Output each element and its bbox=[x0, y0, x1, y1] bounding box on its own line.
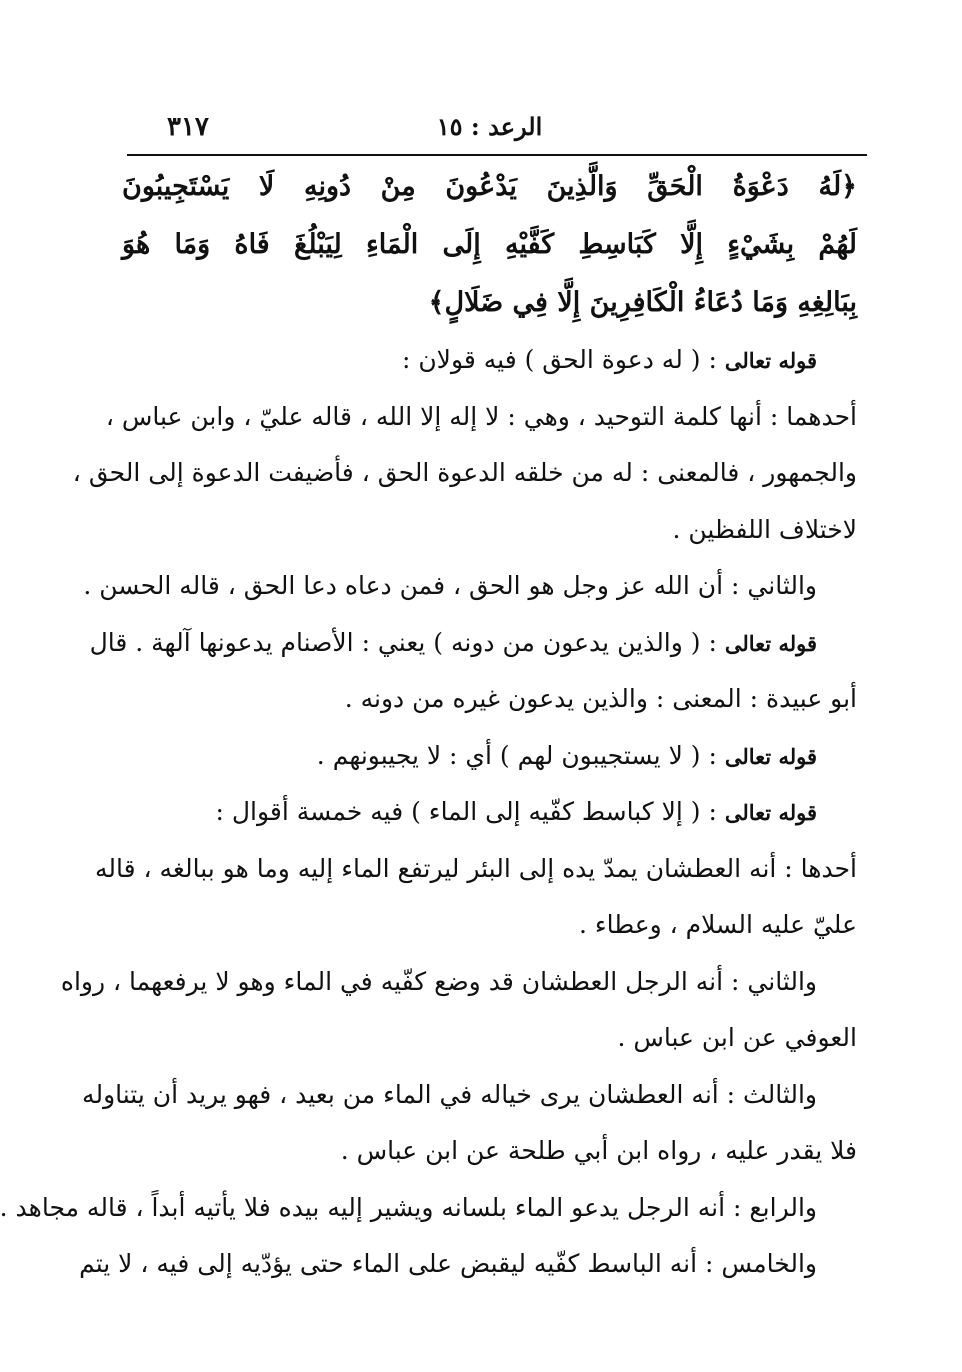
line-text: والرابع : أنه الرجل يدعو الماء بلسانه ويشير إليه بيده فلا يأتيه أبداً ، قاله مجاهد . bbox=[0, 1192, 817, 1222]
page-body bbox=[0, 158, 857, 1293]
header-rule bbox=[127, 154, 867, 156]
text-line bbox=[105, 389, 857, 446]
lead-phrase: قوله تعالى bbox=[724, 743, 817, 769]
verse-line: لَهُمْ بِشَيْءٍ إِلَّا كَبَاسِطِ كَفَّيْهِ إِلَى الْمَاءِ لِيَبْلُغَ فَاهُ وَمَا هُوَ bbox=[122, 229, 857, 260]
verse-line: بِبَالِغِهِ وَمَا دُعَاءُ الْكَافِرِينَ إِلَّا فِي ضَلَالٍ﴾ bbox=[428, 287, 857, 318]
line-text: والثالث : أنه العطشان يرى خياله في الماء من بعيد ، فهو يريد أن يتناوله bbox=[82, 1079, 817, 1109]
text-line bbox=[83, 558, 857, 615]
text-line bbox=[122, 1010, 857, 1067]
line-text: فلا يقدر عليه ، رواه ابن أبي طلحة عن ابن عباس . bbox=[340, 1136, 857, 1165]
verse-line: ﴿لَهُ دَعْوَةُ الْحَقِّ وَالَّذِينَ يَدْعُونَ مِنْ دُونِهِ لَا يَسْتَجِيبُونَ bbox=[122, 171, 857, 202]
page-header bbox=[127, 112, 852, 152]
text-line bbox=[60, 954, 857, 1011]
line-text: العوفي عن ابن عباس . bbox=[617, 1023, 857, 1052]
line-text: والثاني : أنه الرجل العطشان قد وضع كفّيه في الماء وهو لا يرفعهما ، رواه bbox=[60, 966, 817, 996]
line-text: لاختلاف اللفظين . bbox=[672, 514, 857, 544]
text-line bbox=[122, 502, 857, 559]
lead-phrase: قوله تعالى bbox=[724, 348, 817, 373]
text-line bbox=[94, 841, 857, 898]
line-text: أحدهما : أنها كلمة التوحيد ، وهي : لا إله إلا الله ، قاله عليّ ، وابن عباس ، bbox=[105, 401, 857, 431]
line-text: : ( والذين يدعون من دونه ) يعني : الأصنام يدعونها آلهة . قال bbox=[89, 627, 717, 657]
line-text: : ( إلا كباسط كفّيه إلى الماء ) فيه خمسة أقوال : bbox=[215, 797, 717, 826]
text-line bbox=[82, 1067, 857, 1124]
line-text: أحدها : أنه العطشان يمدّ يده إلى البئر ليرتفع الماء إليه وما هو ببالغه ، قاله bbox=[94, 853, 857, 883]
line-text: والجمهور ، فالمعنى : له من خلقه الدعوة الحق ، فأضيفت الدعوة إلى الحق ، bbox=[72, 458, 857, 487]
lead-phrase: قوله تعالى bbox=[724, 630, 817, 656]
text-line bbox=[72, 445, 857, 502]
text-line bbox=[89, 615, 857, 672]
page-number: ٣١٧ bbox=[167, 112, 209, 142]
line-text: والثاني : أن الله عز وجل هو الحق ، فمن دعاه دعا الحق ، قاله الحسن . bbox=[83, 571, 817, 600]
line-text: : ( لا يستجيبون لهم ) أي : لا يجيبونهم . bbox=[316, 740, 717, 770]
text-line bbox=[122, 784, 857, 841]
running-title: الرعد : ١٥ bbox=[436, 112, 543, 141]
line-text: أبو عبيدة : المعنى : والذين يدعون غيره من دونه . bbox=[344, 684, 857, 713]
text-line bbox=[0, 1180, 857, 1237]
lead-phrase: قوله تعالى bbox=[724, 800, 817, 825]
text-line bbox=[122, 332, 857, 389]
text-line bbox=[122, 728, 857, 785]
commentary bbox=[0, 332, 857, 1293]
text-line bbox=[122, 897, 857, 954]
line-text: عليّ عليه السلام ، وعطاء . bbox=[578, 910, 857, 939]
line-text: : ( له دعوة الحق ) فيه قولان : bbox=[401, 345, 717, 374]
text-line bbox=[79, 1236, 857, 1293]
line-text: والخامس : أنه الباسط كفّيه ليقبض على الماء حتى يؤدّيه إلى فيه ، لا يتم bbox=[79, 1249, 817, 1278]
text-line bbox=[122, 1123, 857, 1180]
text-line bbox=[122, 671, 857, 728]
